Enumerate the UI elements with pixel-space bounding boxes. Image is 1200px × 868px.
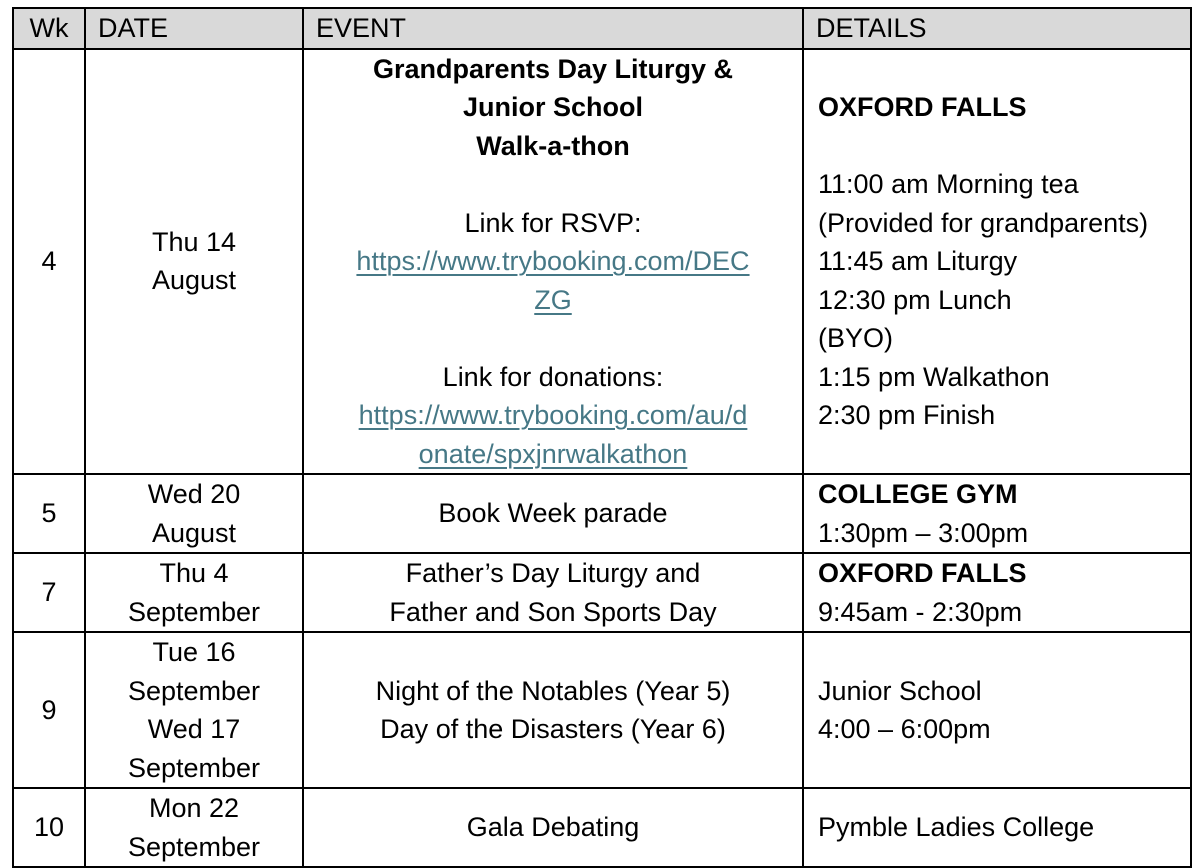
event-line: Book Week parade: [438, 498, 668, 529]
donations-link[interactable]: [314, 396, 792, 473]
date-line: September: [127, 752, 261, 783]
event-line: Day of the Disasters (Year 6): [380, 714, 726, 744]
date-line: Tue 16: [152, 637, 236, 667]
details-line: 2:30 pm Finish: [818, 400, 996, 430]
details-line: 11:00 am Morning tea: [818, 169, 1079, 199]
date-line: September: [127, 675, 261, 706]
week-cell: 10: [13, 788, 85, 867]
details-cell: [803, 632, 1191, 788]
date-cell: [85, 553, 303, 632]
donations-link-line: https://www.trybooking.com/au/d: [358, 400, 748, 430]
spacer: [818, 50, 1180, 89]
details-line: 4:00 – 6:00pm: [818, 714, 991, 744]
header-event: EVENT: [303, 8, 803, 49]
event-title-line: Junior School: [462, 92, 643, 122]
event-cell: [303, 632, 803, 788]
rsvp-link[interactable]: [314, 242, 792, 319]
details-line: 1:30pm – 3:00pm: [818, 517, 1029, 548]
table-row-week-4: [13, 49, 1191, 475]
rsvp-label: Link for RSVP:: [464, 207, 642, 238]
header-date: DATE: [85, 8, 303, 49]
header-row: [13, 8, 1191, 49]
date-cell: [85, 632, 303, 788]
spacer: [314, 165, 792, 204]
spacer: [818, 127, 1180, 166]
week-cell: 7: [13, 553, 85, 632]
details-location: OXFORD FALLS: [818, 558, 1027, 588]
event-cell: [303, 553, 803, 632]
date-cell: [85, 788, 303, 867]
donations-label: Link for donations:: [442, 361, 664, 392]
week-cell: 4: [13, 49, 85, 475]
date-cell: [85, 49, 303, 475]
details-line: 9:45am - 2:30pm: [818, 596, 1023, 627]
header-details: DETAILS: [803, 8, 1191, 49]
event-title-line: Walk-a-thon: [476, 130, 630, 161]
rsvp-link-line: ZG: [534, 284, 572, 315]
details-line: 11:45 am Liturgy: [818, 246, 1018, 276]
event-cell: [303, 788, 803, 867]
table-row-week-5: [13, 474, 1191, 553]
week-cell: 9: [13, 632, 85, 788]
details-line: (BYO): [818, 323, 894, 353]
rsvp-link-line: https://www.trybooking.com/DEC: [356, 246, 750, 276]
spacer: [818, 435, 1180, 474]
details-line: (Provided for grandparents): [818, 207, 1149, 238]
date-line: Thu 4: [159, 558, 229, 588]
details-line: 1:15 pm Walkathon: [818, 361, 1050, 392]
event-line: Gala Debating: [466, 812, 640, 843]
event-line: Father and Son Sports Day: [389, 596, 717, 627]
date-line: September: [127, 596, 261, 627]
date-line: Wed 20: [147, 479, 241, 509]
event-line: Father’s Day Liturgy and: [405, 558, 701, 588]
details-location: COLLEGE GYM: [818, 479, 1018, 509]
spacer: [314, 319, 792, 358]
details-line: Pymble Ladies College: [818, 812, 1095, 843]
date-line: Thu 14: [151, 226, 237, 257]
details-cell: [803, 49, 1191, 475]
date-line: September: [127, 831, 261, 862]
event-line: Night of the Notables (Year 5): [375, 675, 731, 706]
date-cell: [85, 474, 303, 553]
date-line: Mon 22: [148, 793, 240, 823]
date-line: Wed 17: [147, 714, 241, 744]
event-title-line: Grandparents Day Liturgy &: [372, 53, 734, 84]
table-row-week-7: [13, 553, 1191, 632]
details-cell: [803, 553, 1191, 632]
table-row-week-10: [13, 788, 1191, 867]
event-cell: [303, 49, 803, 475]
details-location: OXFORD FALLS: [818, 92, 1027, 122]
date-line: August: [151, 265, 237, 296]
header-wk: Wk: [13, 8, 85, 49]
details-line: Junior School: [818, 675, 982, 706]
week-cell: 5: [13, 474, 85, 553]
event-cell: [303, 474, 803, 553]
table-row-week-9: [13, 632, 1191, 788]
donations-link-line: onate/spxjnrwalkathon: [418, 438, 688, 469]
events-table: [12, 7, 1192, 868]
details-cell: [803, 474, 1191, 553]
details-line: 12:30 pm Lunch: [818, 284, 1012, 315]
date-line: August: [151, 517, 237, 548]
details-cell: [803, 788, 1191, 867]
